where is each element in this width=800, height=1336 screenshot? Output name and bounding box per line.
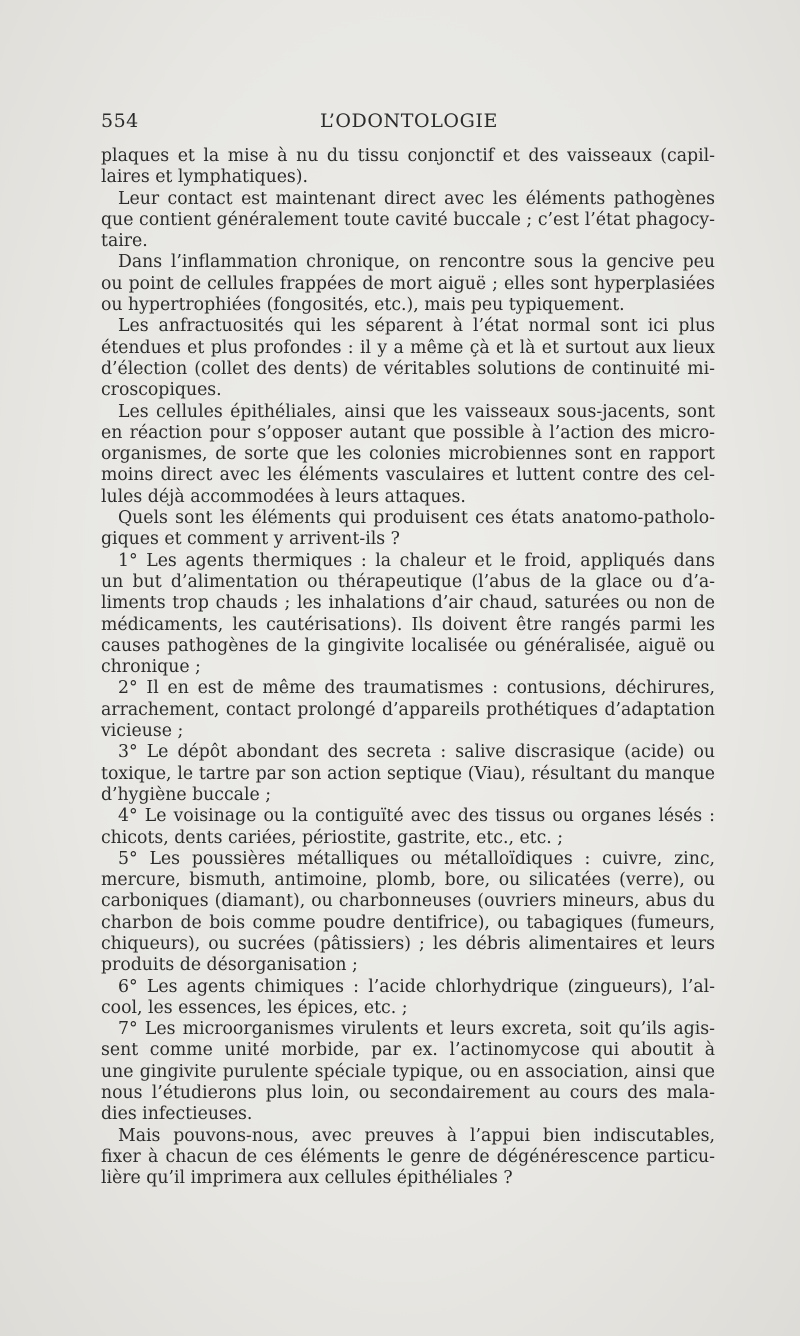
text-line: vicieuse ; <box>101 721 184 742</box>
text-line: 5° Les poussières métalliques ou métalloïdiques : cuivre, zinc, <box>118 848 715 869</box>
text-line: arrachement, contact prolongé d’appareils prothétiques d’adaptation <box>101 699 715 720</box>
text-line: Les cellules épithéliales, ainsi que les vaisseaux sous-jacents, sont <box>118 401 715 422</box>
text-line: étendues et plus profondes : il y a même çà et là et surtout aux lieux <box>101 337 715 358</box>
text-line: produits de désorganisation ; <box>101 955 358 976</box>
text-line: d’élection (collet des dents) de véritables solutions de continuité mi- <box>101 358 715 379</box>
text-line: Les anfractuosités qui les séparent à l’état normal sont ici plus <box>118 316 715 337</box>
text-line: que contient généralement toute cavité buccale ; c’est l’état phagocy- <box>101 209 715 230</box>
text-line: charbon de bois comme poudre dentifrice), ou tabagiques (fumeurs, <box>101 912 715 933</box>
body-text <box>101 146 715 1190</box>
text-line: un but d’alimentation ou thérapeutique (l’abus de la glace ou d’a- <box>101 571 715 592</box>
running-title: L’ODONTOLOGIE <box>320 110 498 132</box>
text-line: Leur contact est maintenant direct avec les éléments pathogènes <box>118 188 715 209</box>
text-line: chiqueurs), ou sucrées (pâtissiers) ; les débris alimentaires et leurs <box>101 933 715 954</box>
text-line: causes pathogènes de la gingivite localisée ou généralisée, aiguë ou <box>101 635 715 656</box>
text-line: lules déjà accommodées à leurs attaques. <box>101 486 466 507</box>
text-line: toxique, le tartre par son action septique (Viau), résultant du manque <box>101 763 715 784</box>
text-line: liments trop chauds ; les inhalations d’air chaud, saturées ou non de <box>101 593 715 614</box>
text-line: lière qu’il imprimera aux cellules épithéliales ? <box>101 1168 513 1189</box>
text-line: laires et lymphatiques). <box>101 167 309 188</box>
text-line: sent comme unité morbide, par ex. l’actinomycose qui aboutit à <box>101 1040 715 1061</box>
text-line: 2° Il en est de même des traumatismes : contusions, déchirures, <box>118 678 715 699</box>
text-line: 6° Les agents chimiques : l’acide chlorhydrique (zingueurs), l’al- <box>118 976 715 997</box>
text-line: d’hygiène buccale ; <box>101 784 272 805</box>
text-line: carboniques (diamant), ou charbonneuses (ouvriers mineurs, abus du <box>101 891 715 912</box>
text-line: ou point de cellules frappées de mort aiguë ; elles sont hyperplasiées <box>101 273 715 294</box>
text-line: giques et comment y arrivent-ils ? <box>101 529 400 550</box>
text-line: 1° Les agents thermiques : la chaleur et le froid, appliqués dans <box>118 550 715 571</box>
text-line: nous l’étudierons plus loin, ou secondairement au cours des mala- <box>101 1083 715 1104</box>
text-line: 7° Les microorganismes virulents et leurs excreta, soit qu’ils agis- <box>118 1019 715 1040</box>
text-line: cool, les essences, les épices, etc. ; <box>101 997 408 1018</box>
text-line: Mais pouvons-nous, avec preuves à l’appui bien indiscutables, <box>118 1125 715 1146</box>
page-header <box>101 110 717 134</box>
text-line: moins direct avec les éléments vasculaires et luttent contre des cel- <box>101 465 715 486</box>
text-line: une gingivite purulente spéciale typique, ou en association, ainsi que <box>101 1061 715 1082</box>
text-line: organismes, de sorte que les colonies microbiennes sont en rapport <box>101 444 715 465</box>
text-line: mercure, bismuth, antimoine, plomb, bore, ou silicatées (verre), ou <box>101 870 715 891</box>
text-line: taire. <box>101 231 148 252</box>
text-line: médicaments, les cautérisations). Ils doivent être rangés parmi les <box>101 614 715 635</box>
text-line: dies infectieuses. <box>101 1104 253 1125</box>
text-line: ou hypertrophiées (fongosités, etc.), mais peu typiquement. <box>101 295 625 316</box>
text-line: Dans l’inflammation chronique, on rencontre sous la gencive peu <box>118 252 715 273</box>
text-line: plaques et la mise à nu du tissu conjonctif et des vaisseaux (capil- <box>101 146 715 166</box>
text-line: 4° Le voisinage ou la contiguïté avec des tissus ou organes lésés : <box>118 806 715 827</box>
text-line: croscopiques. <box>101 380 222 401</box>
text-line: en réaction pour s’opposer autant que possible à l’action des micro- <box>101 422 715 443</box>
text-line: fixer à chacun de ces éléments le genre de dégénérescence particu- <box>101 1146 715 1167</box>
page-number: 554 <box>101 110 139 132</box>
text-line: Quels sont les éléments qui produisent ces états anatomo-patholo- <box>118 508 715 529</box>
text-line: chicots, dents cariées, périostite, gastrite, etc., etc. ; <box>101 827 564 848</box>
text-line: chronique ; <box>101 657 201 678</box>
text-line: 3° Le dépôt abondant des secreta : salive discrasique (acide) ou <box>118 742 715 763</box>
